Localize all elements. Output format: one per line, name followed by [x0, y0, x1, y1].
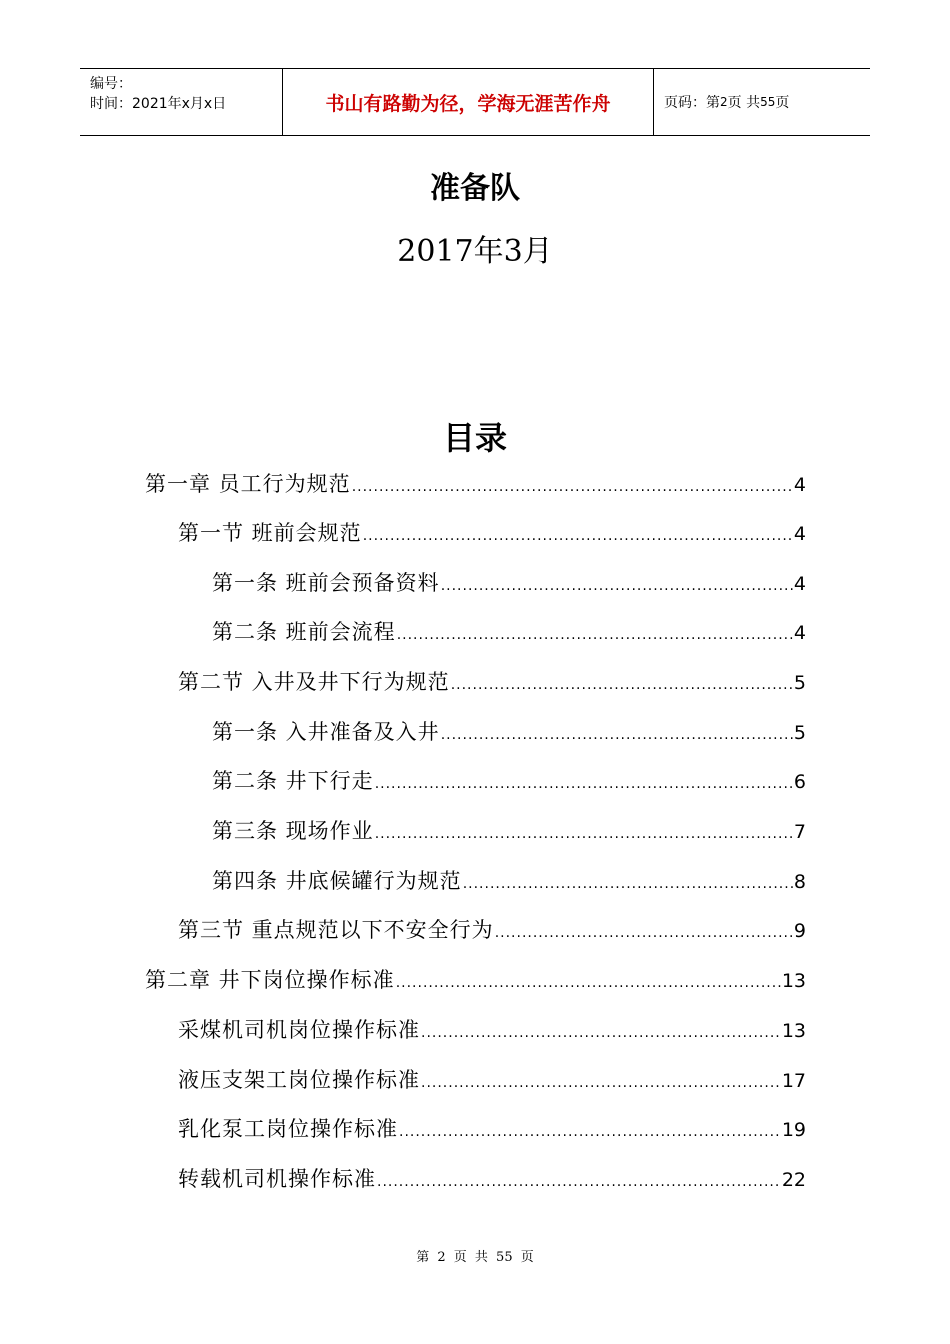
page-header [80, 68, 870, 136]
team-title: 准备队 [430, 171, 520, 206]
toc-entry[interactable] [212, 816, 806, 846]
toc-entry[interactable] [178, 1065, 806, 1095]
toc-leader [421, 1068, 781, 1098]
toc-entry-page: 6 [793, 771, 806, 793]
header-page-prefix: 页码：第 [664, 95, 720, 111]
date-title: 2017年3月 [397, 234, 553, 269]
toc-entry-label: 第三条 现场作业 [212, 819, 374, 843]
toc-leader [397, 620, 793, 650]
toc-leader [495, 918, 793, 948]
toc-leader [463, 869, 793, 899]
toc-entry-page: 13 [781, 1020, 806, 1042]
toc-entry-label: 第二节 入井及井下行为规范 [178, 670, 450, 694]
toc-entry-page: 4 [793, 474, 806, 496]
toc-leader [375, 819, 793, 849]
toc-leader [451, 670, 793, 700]
toc-entry[interactable] [145, 965, 806, 995]
toc-entry-page: 19 [781, 1119, 806, 1141]
toc-entry[interactable] [178, 1015, 806, 1045]
toc-entry[interactable] [145, 469, 806, 499]
header-motto: 书山有路勤为径，学海无涯苦作舟 [282, 69, 654, 135]
toc-heading: 目录 [442, 419, 507, 457]
toc-entry-label: 液压支架工岗位操作标准 [178, 1068, 420, 1092]
toc-leader [399, 1117, 781, 1147]
toc-entry-page: 8 [793, 871, 806, 893]
toc-entry-label: 采煤机司机岗位操作标准 [178, 1018, 420, 1042]
toc-entry-label: 第三节 重点规范以下不安全行为 [178, 918, 494, 942]
toc-entry-page: 9 [793, 920, 806, 942]
toc-entry[interactable] [178, 915, 806, 945]
toc-entry-page: 4 [793, 523, 806, 545]
toc-entry-label: 第一章 员工行为规范 [145, 472, 351, 496]
toc-entry[interactable] [212, 568, 806, 598]
toc-leader [441, 720, 793, 750]
toc-entry-label: 第二条 井下行走 [212, 769, 374, 793]
toc-entry-label: 第一节 班前会规范 [178, 521, 362, 545]
toc-entry-label: 第二条 班前会流程 [212, 620, 396, 644]
toc-leader [421, 1018, 781, 1048]
header-page-total: 55 [760, 95, 776, 109]
toc-leader [377, 1167, 781, 1197]
toc-entry-label: 转载机司机操作标准 [178, 1167, 376, 1191]
toc-entry[interactable] [178, 1114, 806, 1144]
toc-entry-page: 22 [781, 1169, 806, 1191]
page-footer: 第 2 页 共 55 页 [416, 1250, 534, 1265]
toc-entry[interactable] [178, 1164, 806, 1194]
toc-entry[interactable] [212, 766, 806, 796]
toc-leader [363, 521, 793, 551]
toc-entry-label: 第一条 班前会预备资料 [212, 571, 440, 595]
toc-entry-page: 7 [793, 821, 806, 843]
toc-entry[interactable] [178, 667, 806, 697]
toc-entry-page: 13 [781, 970, 806, 992]
toc-entry-label: 第一条 入井准备及入井 [212, 720, 440, 744]
toc-leader [441, 571, 793, 601]
toc-entry-label: 乳化泵工岗位操作标准 [178, 1117, 398, 1141]
toc-entry[interactable] [212, 717, 806, 747]
toc-leader [375, 769, 793, 799]
header-page-suffix: 页 [775, 95, 790, 111]
toc-leader [396, 968, 781, 998]
toc-entry-label: 第二章 井下岗位操作标准 [145, 968, 395, 992]
toc-entry-page: 4 [793, 622, 806, 644]
toc-entry[interactable] [178, 518, 806, 548]
header-page-current: 2 [720, 95, 728, 109]
toc-leader [352, 472, 793, 502]
header-time-label: 时间：2021年x月x日 [90, 96, 227, 112]
header-page-info [654, 69, 870, 135]
toc-entry[interactable] [212, 617, 806, 647]
toc-entry-page: 17 [781, 1070, 806, 1092]
header-number-label: 编号： [90, 76, 132, 92]
toc-entry-label: 第四条 井底候罐行为规范 [212, 869, 462, 893]
header-meta [80, 69, 282, 135]
toc-entry-page: 5 [793, 722, 806, 744]
toc-entry-page: 5 [793, 672, 806, 694]
header-page-mid: 页 共 [727, 95, 761, 111]
toc-entry[interactable] [212, 866, 806, 896]
toc-entry-page: 4 [793, 573, 806, 595]
